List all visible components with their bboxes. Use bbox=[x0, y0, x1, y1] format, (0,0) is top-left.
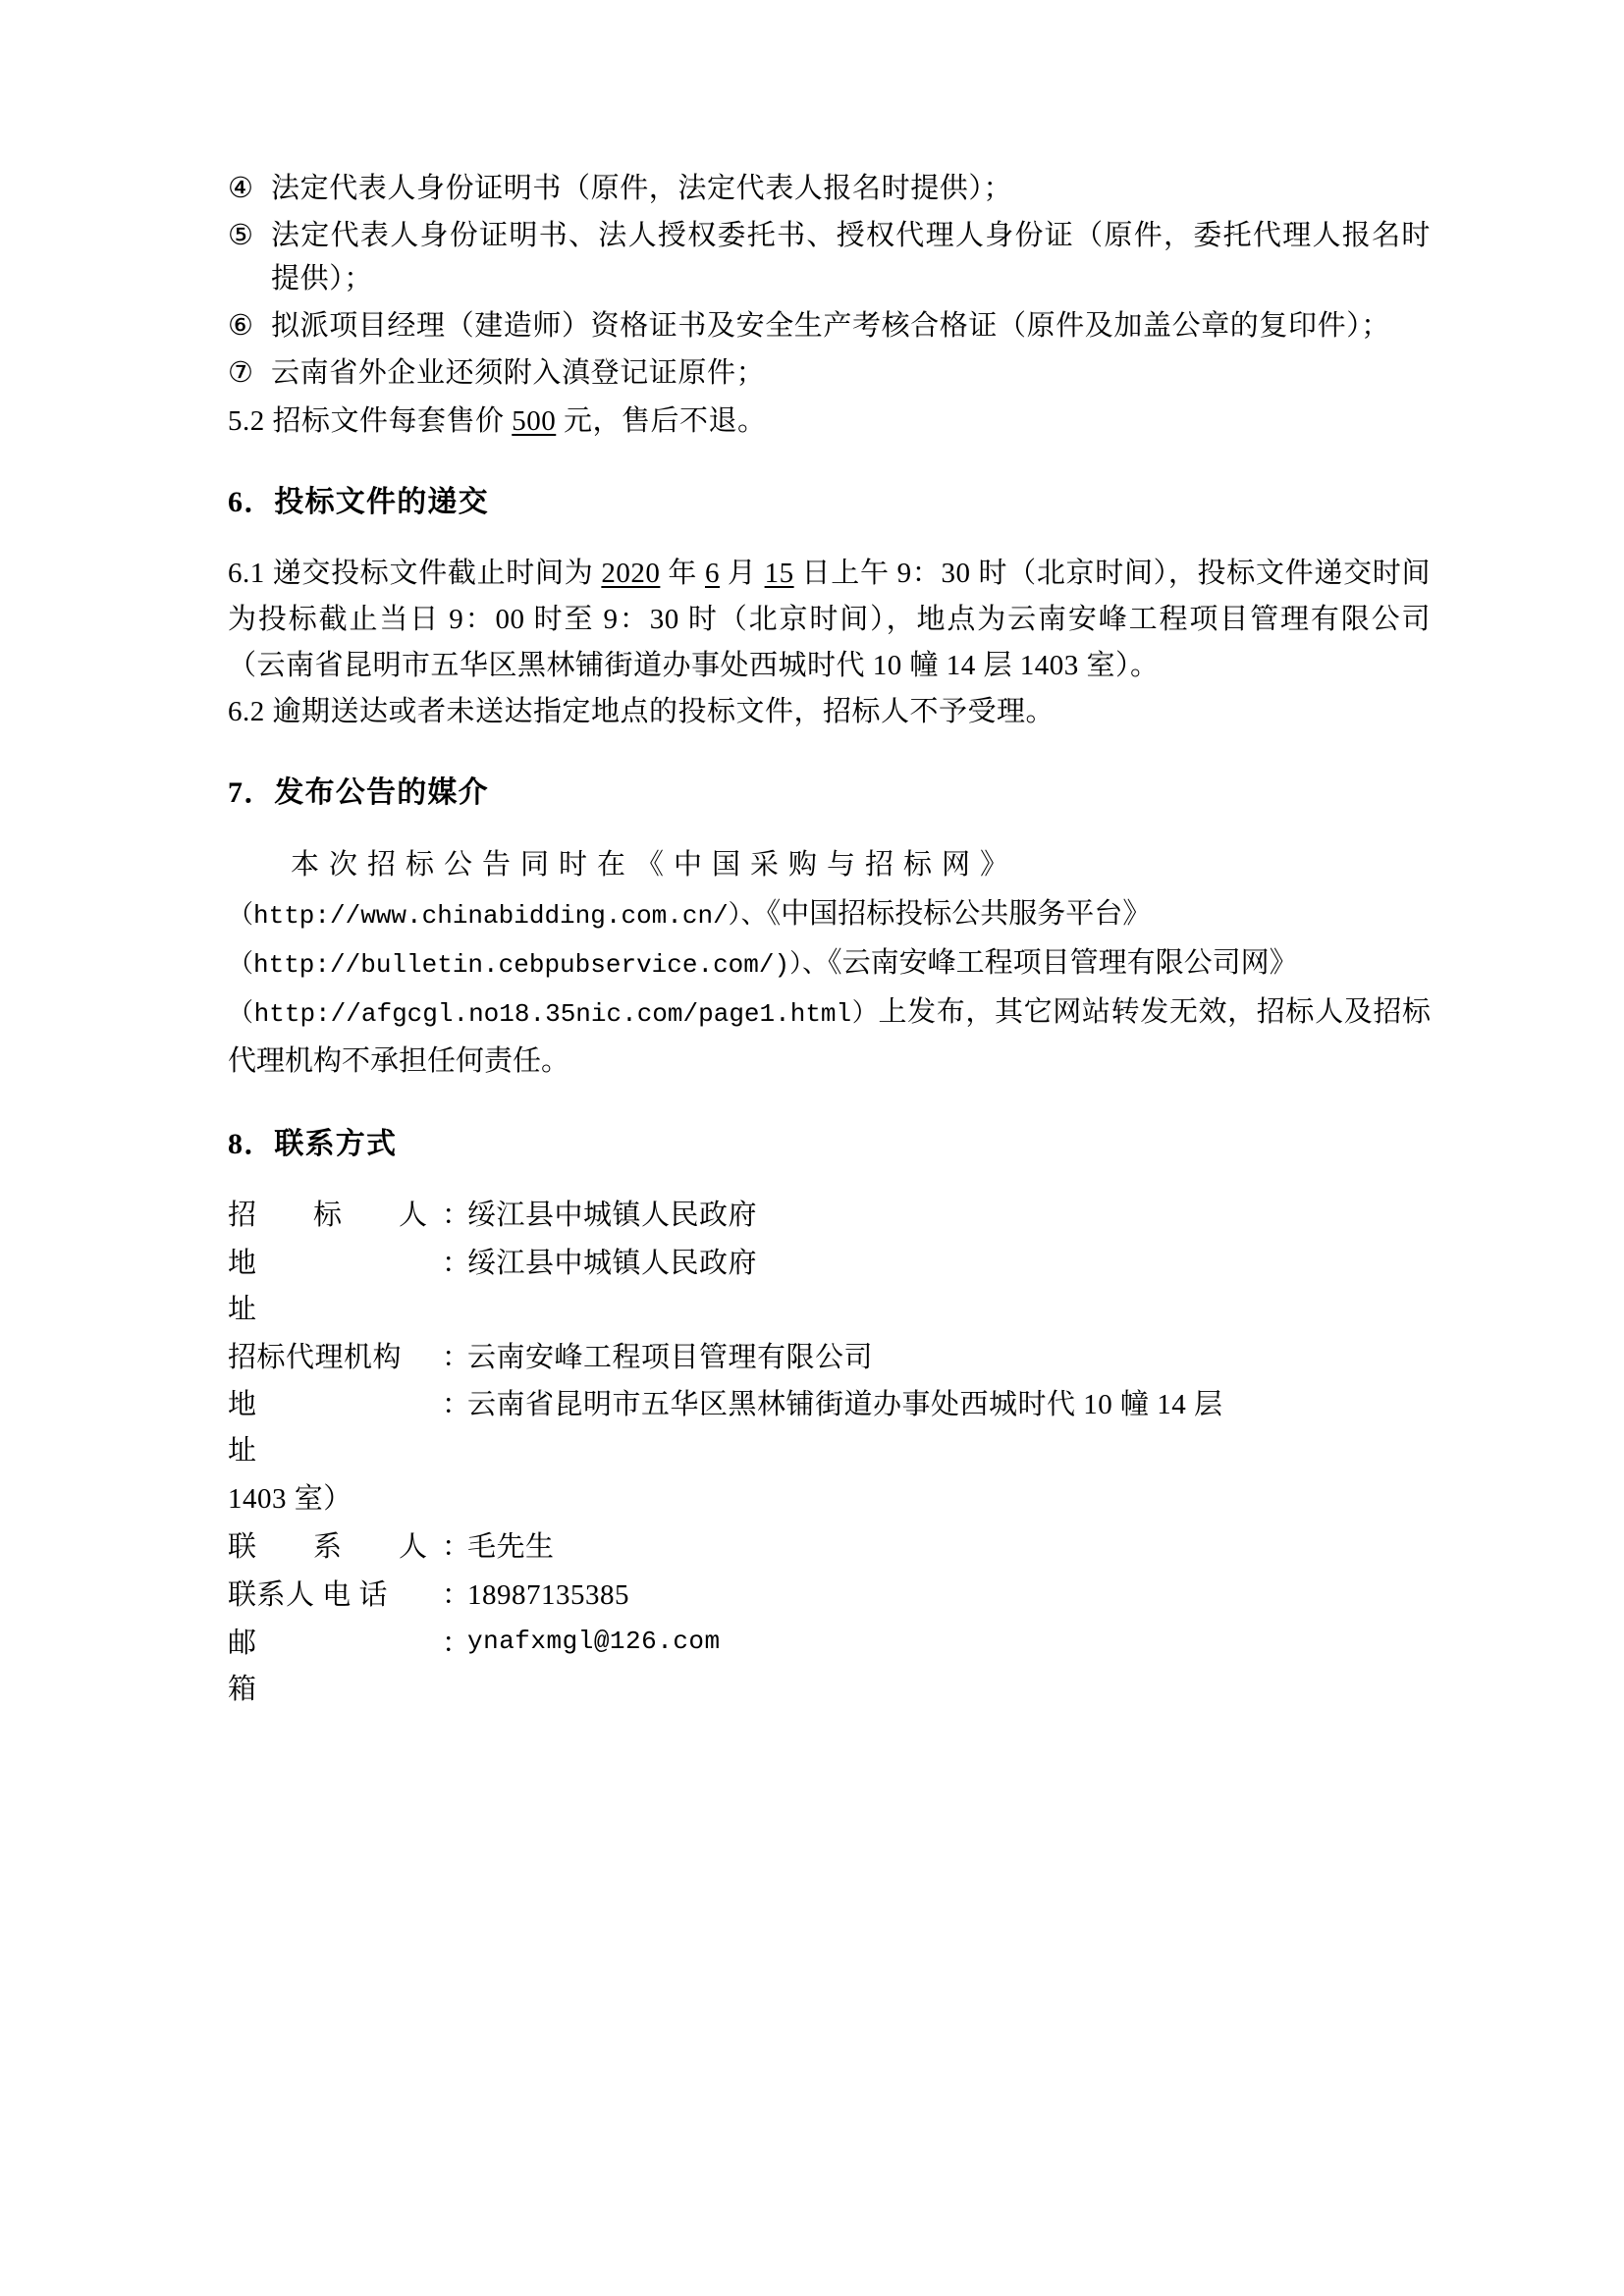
contact-value: 毛先生 bbox=[467, 1531, 555, 1564]
contact-row-phone bbox=[228, 1573, 1431, 1619]
agency-website-url: （http://afgcgl.no18.35nic.com/page1.html） bbox=[228, 998, 879, 1029]
contact-label: 邮 箱 bbox=[228, 1628, 428, 1706]
section-heading-6: 6．投标文件的递交 bbox=[228, 486, 489, 519]
contact-value: 绥江县中城镇人民政府 bbox=[467, 1199, 758, 1231]
list-item-text: 法定代表人身份证明书（原件，法定代表人报名时提供）； bbox=[271, 173, 1013, 204]
contact-row-email bbox=[228, 1621, 1431, 1713]
media-name-2: 《中国招标投标公共服务平台》 bbox=[766, 898, 1152, 931]
document-body bbox=[228, 167, 1431, 1713]
list-marker: ④ bbox=[228, 173, 254, 204]
contact-row-person bbox=[228, 1524, 1431, 1571]
media-announcement-line-3 bbox=[228, 939, 1431, 988]
contact-row-address bbox=[228, 1241, 1431, 1333]
deadline-text-3: 月 bbox=[719, 558, 765, 590]
contact-label: 招标代理机构 bbox=[228, 1341, 403, 1373]
late-submission-paragraph: 6.2 逾期送达或者未送达指定地点的投标文件，招标人不予受理。 bbox=[228, 696, 1056, 728]
submission-deadline-paragraph bbox=[228, 551, 1431, 689]
agency-address-continuation: 1403 室） bbox=[228, 1483, 352, 1516]
list-item-text: 拟派项目经理（建造师）资格证书及安全生产考核合格证（原件及加盖公章的复印件）； bbox=[271, 310, 1390, 343]
media-announcement-line-1: 本次招标公告同时在《中国采购与招标网》 bbox=[291, 849, 1019, 881]
contact-separator: ： bbox=[442, 1628, 471, 1660]
deadline-text-4: 日上午 9：30 时（北京时间），投标文件递交时间为投标截止当日 9：00 时至 9：30 时（北京时间），地点为云南安峰工程项目管理有限公司（云南省昆明市五华区黑林铺街道办事处西城时代 10 幢 14 层 1403 室）。 bbox=[228, 558, 1431, 682]
media-name-3: 《云南安峰工程项目管理有限公司网》 bbox=[828, 946, 1298, 979]
price-prefix: 5.2 招标文件每套售价 bbox=[228, 405, 513, 438]
list-item bbox=[228, 167, 1431, 210]
contact-label: 招 标 人 bbox=[228, 1199, 428, 1231]
deadline-text-1: 6.1 递交投标文件截止时间为 bbox=[228, 558, 602, 590]
contact-separator: ： bbox=[442, 1531, 471, 1564]
chinabidding-url: （http://www.chinabidding.com.cn/）、 bbox=[228, 901, 767, 932]
list-marker: ⑤ bbox=[228, 220, 254, 252]
deadline-day: 15 bbox=[764, 558, 794, 590]
contact-value: 18987135385 bbox=[467, 1579, 629, 1612]
deadline-text-2: 年 bbox=[660, 558, 705, 590]
media-announcement-line-2 bbox=[228, 890, 1431, 939]
media-announcement-line-4 bbox=[228, 988, 1431, 1087]
media-closing-text: 上发布，其它网站转发无效，招标人及招标代理机构不承担任何责任。 bbox=[228, 995, 1431, 1077]
contact-separator: ： bbox=[442, 1199, 471, 1231]
deadline-year: 2020 bbox=[601, 558, 661, 590]
section-heading-7: 7．发布公告的媒介 bbox=[228, 776, 489, 810]
contact-value: ynafxmgl@126.com bbox=[467, 1627, 721, 1657]
contact-separator: ： bbox=[442, 1579, 471, 1612]
list-marker: ⑦ bbox=[228, 357, 254, 390]
contact-value: 云南安峰工程项目管理有限公司 bbox=[467, 1341, 874, 1373]
contact-label: 地 址 bbox=[228, 1389, 428, 1468]
list-item bbox=[228, 214, 1431, 300]
cebpubservice-url: （http://bulletin.cebpubservice.com/)）、 bbox=[228, 949, 829, 980]
list-item bbox=[228, 304, 1431, 347]
price-suffix: 元，售后不退。 bbox=[556, 405, 767, 438]
contact-separator: ： bbox=[442, 1341, 471, 1373]
list-marker: ⑥ bbox=[228, 310, 254, 343]
contact-separator: ： bbox=[442, 1247, 471, 1279]
contact-label: 地 址 bbox=[228, 1247, 428, 1325]
section-heading-8: 8．联系方式 bbox=[228, 1127, 398, 1160]
list-item bbox=[228, 351, 1431, 395]
deadline-month: 6 bbox=[704, 558, 720, 590]
contact-value: 云南省昆明市五华区黑林铺街道办事处西城时代 10 幢 14 层 bbox=[467, 1389, 1223, 1421]
contact-label: 联 系 人 bbox=[228, 1531, 428, 1564]
contact-row-agency bbox=[228, 1335, 1431, 1381]
list-item-text: 法定代表人身份证明书、法人授权委托书、授权代理人身份证（原件，委托代理人报名时提供）； bbox=[271, 220, 1431, 295]
price-value: 500 bbox=[512, 405, 557, 438]
list-item-text: 云南省外企业还须附入滇登记证原件； bbox=[271, 357, 766, 390]
tender-document-price-line bbox=[228, 399, 1431, 445]
contact-row-agency-address bbox=[228, 1382, 1431, 1474]
contact-separator: ： bbox=[442, 1389, 471, 1421]
contact-label: 联系人 电 话 bbox=[228, 1579, 389, 1612]
contact-value: 绥江县中城镇人民政府 bbox=[467, 1247, 758, 1279]
contact-row-tenderer bbox=[228, 1193, 1431, 1239]
